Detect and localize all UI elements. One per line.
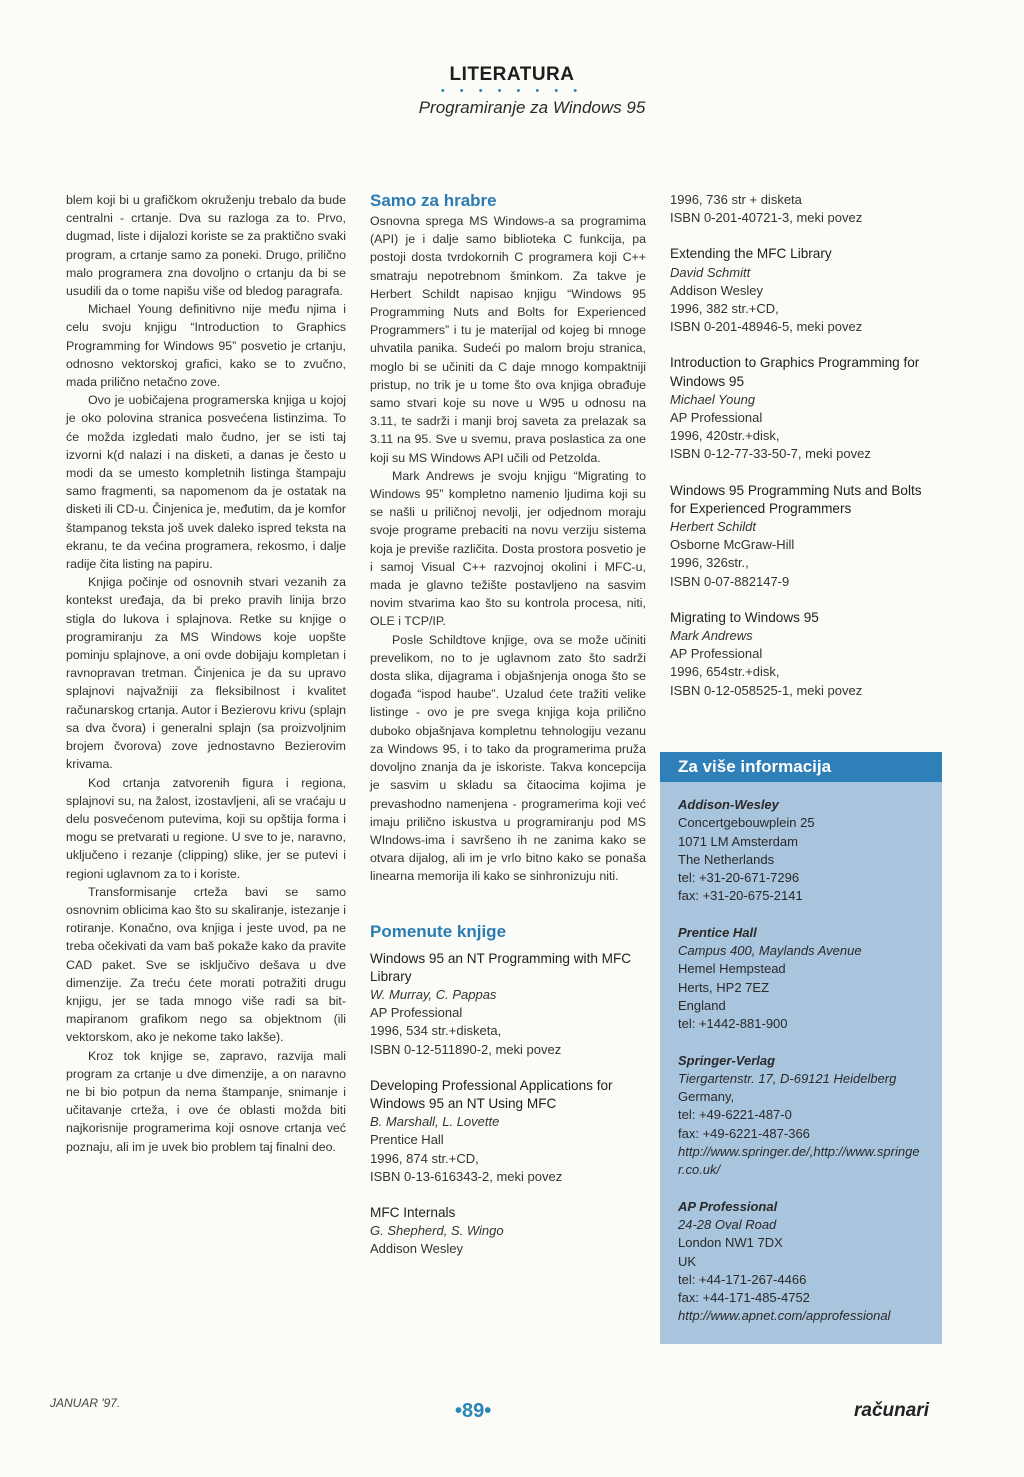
contact-line: Concertgebouwplein 25	[678, 815, 815, 831]
article-column-2	[370, 191, 646, 1277]
book-publisher: Prentice Hall	[370, 1132, 444, 1148]
publisher-name: Addison-Wesley	[678, 797, 779, 812]
contact-line: Germany,	[678, 1089, 735, 1105]
page-dot: •	[484, 1400, 492, 1422]
book-title: Developing Professional Applications for Windows 95 an NT Using MFC	[370, 1077, 613, 1111]
book-title: Windows 95 Programming Nuts and Bolts for Experienced Programmers	[670, 482, 922, 516]
publisher-name: Prentice Hall	[678, 924, 757, 940]
contact-line: London NW1 7DX	[678, 1235, 783, 1251]
paragraph: Ovo je uobičajena programerska knjiga u kojoj je oko polovina stranica posvećena listinzima. To će možda izgledati malo čudno, jer se isti taj izvorni k(d nalazi i na disketi, a danas je često u modi da se umesto kompletnih listinga štampaju samo fragmenti, sa napomenom da je ostatak na disketi ili CD-u. Činjenica je, međutim, da je komfor štampanog teksta još uvek daleko ispred teksta na ekranu, te da većina programera, rekosmo, i dalje radije čita listing na papiru.	[66, 393, 346, 572]
contact-line: tel: +44-171-267-4466	[678, 1271, 807, 1287]
article-column-1	[66, 191, 346, 1156]
book-details: 1996, 874 str.+CD,	[370, 1150, 479, 1166]
book-author: G. Shepherd, S. Wingo	[370, 1223, 504, 1239]
book-entry	[370, 950, 646, 1059]
book-title: Extending the MFC Library	[670, 246, 832, 262]
section-subtitle: Programiranje za Windows 95	[418, 98, 646, 117]
contact-line: fax: +44-171-485-4752	[678, 1290, 810, 1306]
book-author: Michael Young	[670, 391, 756, 407]
paragraph: Kod crtanja zatvorenih figura i regiona, splajnovi su, na žalost, izostavljeni, ali se vraćaju u delu posvećenom putevima, koji su opštija forma i mogu se pretvarati u regione. U sve to je, naravno, uključeno i rezanje (clipping) slike, jer se putevi i regioni uglavnom za to i koriste.	[66, 775, 346, 881]
book-continuation	[670, 191, 940, 227]
section-title: LITERATURA	[449, 64, 575, 85]
book-entry	[670, 354, 940, 463]
book-publisher: Addison Wesley	[370, 1241, 463, 1257]
paragraph: Kroz tok knjige se, zapravo, razvija mali program za crtanje u dve dimenzije, a on naravno ne bi bio potpun da nema štampanje, snimanje i učitavanje crteža, i ove će oblasti možda biti najkorisnije programerima koji osnove crtanja već poznaju, ali im je uvek bio problem taj finalni deo.	[66, 1048, 346, 1154]
book-details: 1996, 534 str.+disketa,	[370, 1023, 502, 1039]
book-author: Mark Andrews	[670, 628, 753, 644]
book-isbn: ISBN 0-201-48946-5, meki povez	[670, 319, 863, 335]
publisher-contact	[678, 924, 924, 1034]
book-details: 1996, 382 str.+CD,	[670, 301, 779, 317]
paragraph: Michael Young definitivno nije među njima i celu svoju knjigu “Introduction to Graphics Programming for Windows 95” posvetio je crtanju, odnosno vektorskoj grafici, kako se to zvučno, mada prilično netačno zove.	[66, 302, 346, 390]
paragraph: Transformisanje crteža bavi se samo osnovnim oblicima kao što su skaliranje, istezanje i rotiranje. Konačno, ova knjiga i jeste uvod, pa ne treba očekivati da vam baš pokaže kako da pravite CAD paket. Sve se isključivo dešava u dve dimenzije. Za treću ćete morati potražiti drugu knjigu, jer se tada mnogo više radi sa bit-mapiranom grafikom nego sa objektnom (ili vektorskom, ako je nekome tako lakše).	[66, 884, 346, 1045]
book-title: MFC Internals	[370, 1204, 456, 1220]
books-list	[370, 950, 646, 1259]
contact-line: Herts, HP2 7EZ	[678, 979, 770, 995]
book-author: B. Marshall, L. Lovette	[370, 1114, 500, 1130]
book-author: W. Murray, C. Pappas	[370, 986, 497, 1002]
contact-url[interactable]: http://www.springer.de/,http://www.springer.co.uk/	[678, 1144, 920, 1178]
book-publisher: AP Professional	[370, 1005, 463, 1021]
contact-line: tel: +1442-881-900	[678, 1016, 788, 1032]
contact-line: UK	[678, 1253, 697, 1269]
book-entry	[670, 482, 940, 591]
contact-line: fax: +31-20-675-2141	[678, 888, 803, 904]
paragraph: Osnovna sprega MS Windows-a sa programima (API) je i dalje samo biblioteka C funkcija, pa postoji dosta tvrdokornih C programera koji C++ smatraju nepotrebnom šminkom. Za takve je Herbert Schildt napisao knjigu “Windows 95 Programming Nuts and Bolts for Experienced Programmers” i tu je materijal od kojeg bi mnoge uhvatila panika. Sudeći po malom broju stranica, moglo bi se učiniti da C daje mnogo kompaktniji pristup, no trik je u tome što ova knjiga obrađuje samo stvari koje su nove u W95 u odnosu na 3.11, te sadrži i manji broj saveta za prelazak sa 3.11 na 95. Sve u svemu, prava poslastica za one koji su MS Windows API učili od Petzolda.	[370, 214, 646, 465]
books-heading: Pomenute knjige	[370, 921, 507, 941]
book-title: Migrating to Windows 95	[670, 609, 819, 625]
book-isbn: ISBN 0-07-882147-9	[670, 573, 790, 589]
publisher-contact	[678, 1198, 924, 1326]
contact-line: 24-28 Oval Road	[678, 1216, 777, 1232]
contact-line: Campus 400, Maylands Avenue	[678, 943, 862, 959]
book-entry	[370, 1204, 646, 1259]
page-header	[0, 64, 1024, 118]
contact-line: Tiergartenstr. 17, D-69121 Heidelberg	[678, 1070, 897, 1086]
book-entry	[370, 1077, 646, 1186]
book-publisher: AP Professional	[670, 646, 763, 662]
paragraph: Knjiga počinje od osnovnih stvari vezanih za kontekst uređaja, da bi preko pravih linija brzo stigla do lukova i splajnova. Retke su knjige o programiranju za MS Windows koje uopšte pominju splajnove, a oni ovde dobijaju kompletan i ravnopravan tretman. Činjenica je da su upravo splajnovi najvažniji za fleksibilnost i kvalitet računarskog crtanja. Autor i Bezierovu krivu (splajn sa dva čvora) i generalni splajn (sa proizvoljnim brojem čvorova) zove jednostavno Bezierovim krivama.	[66, 575, 346, 772]
contact-line: tel: +49-6221-487-0	[678, 1107, 792, 1123]
publisher-name: AP Professional	[678, 1198, 778, 1214]
contact-line: tel: +31-20-671-7296	[678, 870, 800, 886]
section-dots: • • • • • • • •	[440, 85, 584, 97]
publisher-name: Springer-Verlag	[678, 1052, 776, 1068]
contact-line: England	[678, 997, 726, 1013]
book-author: David Schmitt	[670, 264, 751, 280]
book-title: Windows 95 an NT Programming with MFC Library	[370, 950, 632, 984]
subheading: Samo za hrabre	[370, 191, 497, 210]
book-entry	[670, 245, 940, 336]
article-column-3	[670, 191, 940, 718]
book-author: Herbert Schildt	[670, 519, 756, 535]
book-entry	[670, 609, 940, 700]
contact-line: The Netherlands	[678, 851, 775, 867]
info-box-title: Za više informacija	[660, 752, 942, 782]
publisher-contact	[678, 1052, 924, 1180]
info-box	[660, 752, 942, 1344]
book-isbn: ISBN 0-201-40721-3, meki povez	[670, 210, 863, 226]
book-details: 1996, 654str.+disk,	[670, 664, 780, 680]
book-details: 1996, 420str.+disk,	[670, 428, 780, 444]
paragraph: Mark Andrews je svoju knjigu “Migrating to Windows 95” kompletno namenio ljudima koji su se našli u priličnoj nevolji, jer odjednom moraju svoje programe prebaciti na novu verziju sistema koja je previše različita. Dosta prostora posvetio je i samoj Visual C++ razvojnoj okolini i MFC-u, mada je glavno težište postavljeno na sasvim novim stvarima kao što su kontrola procesa, niti, OLE i TCP/IP.	[370, 468, 646, 629]
book-isbn: ISBN 0-13-616343-2, meki povez	[370, 1168, 563, 1184]
contact-url[interactable]: http://www.apnet.com/approfessional	[678, 1308, 891, 1324]
contact-line: 1071 LM Amsterdam	[678, 833, 798, 849]
book-details: 1996, 326str.,	[670, 555, 749, 571]
book-isbn: ISBN 0-12-058525-1, meki povez	[670, 682, 863, 698]
book-publisher: AP Professional	[670, 410, 763, 426]
issue-date: JANUAR '97.	[50, 1396, 121, 1410]
page-number-value: 89	[462, 1400, 485, 1422]
page-number	[455, 1400, 491, 1423]
book-publisher: Osborne McGraw-Hill	[670, 537, 795, 553]
book-isbn: ISBN 0-12-77-33-50-7, meki povez	[670, 446, 871, 462]
info-box-body	[660, 782, 942, 1326]
magazine-logo: računari	[854, 1400, 929, 1421]
page-dot: •	[455, 1400, 463, 1422]
book-details: 1996, 736 str + disketa	[670, 192, 802, 207]
publisher-contact	[678, 796, 924, 906]
contact-line: fax: +49-6221-487-366	[678, 1125, 810, 1141]
book-isbn: ISBN 0-12-511890-2, meki povez	[370, 1041, 562, 1057]
contact-line: Hemel Hempstead	[678, 961, 786, 977]
paragraph: Posle Schildtove knjige, ova se može učiniti prevelikom, no to je uglavnom zato što sadrži dosta slika, dijagrama i objašnjenja onoga što se događa “ispod haube”. Uzalud ćete tražiti velike listinge - ovo je pre svega knjiga koja prilično duboko objašnjava kompletnu tehnologiju vezanu za Windows 95, i to tako da programerima pruža dovoljno znanja da je iskoriste. Takva koncepcija je sasvim u skladu sa čitaocima kojima je prevashodno namenjena - programerima koji već imaju prilično iskustva u programiranju pod MS WIndows-ima i savršeno ih ne zanima kako se otvara dijalog, ali im je vrlo bitno kako se ponaša linearna memorija ili kako se sinhronizuju niti.	[370, 632, 646, 884]
book-title: Introduction to Graphics Programming for Windows 95	[670, 355, 920, 389]
paragraph: blem koji bi u grafičkom okruženju trebalo da bude centralni - crtanje. Dva su razloga za to. Prvo, dugmad, liste i dijalozi koriste se za praktično svaki program, a crtanje samo za poneki. Drugo, prilično malo programera zna dovoljno o crtanju da bi se usudili da o tome napišu više od bledog paragrafa.	[66, 193, 346, 299]
book-publisher: Addison Wesley	[670, 282, 763, 298]
